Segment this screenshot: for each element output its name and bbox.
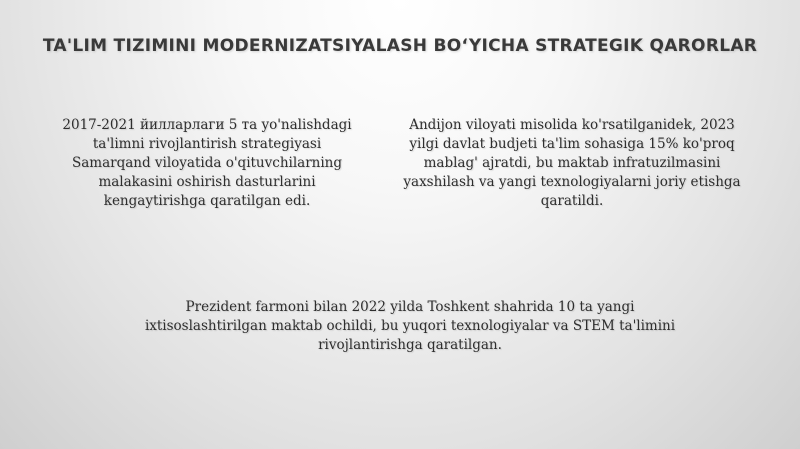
right-paragraph: Andijon viloyati misolida ko'rsatilganidek, 2023 yilgi davlat budjeti ta'lim sohasiga 15% ko'proq mablag' ajratdi, bu maktab infratuzilmasini yaxshilash va yangi texnologiyalarni joriy etishga qaratildi. [403, 117, 741, 209]
bottom-paragraph: Prezident farmoni bilan 2022 yilda Toshkent shahrida 10 ta yangi ixtisoslashtirilgan maktab ochildi, bu yuqori texnologiyalar va STEM ta'limini rivojlantirishga qaratilgan. [144, 299, 676, 353]
left-paragraph: 2017-2021 йилларлаги 5 та yo'nalishdagi ta'limni rivojlantirish strategiyasi Samarqand viloyatida o'qituvchilarning malakasini oshirish dasturlarini kengaytirishga qaratilgan edi. [62, 117, 352, 209]
slide-title: TA'LIM TIZIMINI MODERNIZATSIYALASH BO‘YICHA STRATEGIK QARORLAR [42, 36, 758, 56]
